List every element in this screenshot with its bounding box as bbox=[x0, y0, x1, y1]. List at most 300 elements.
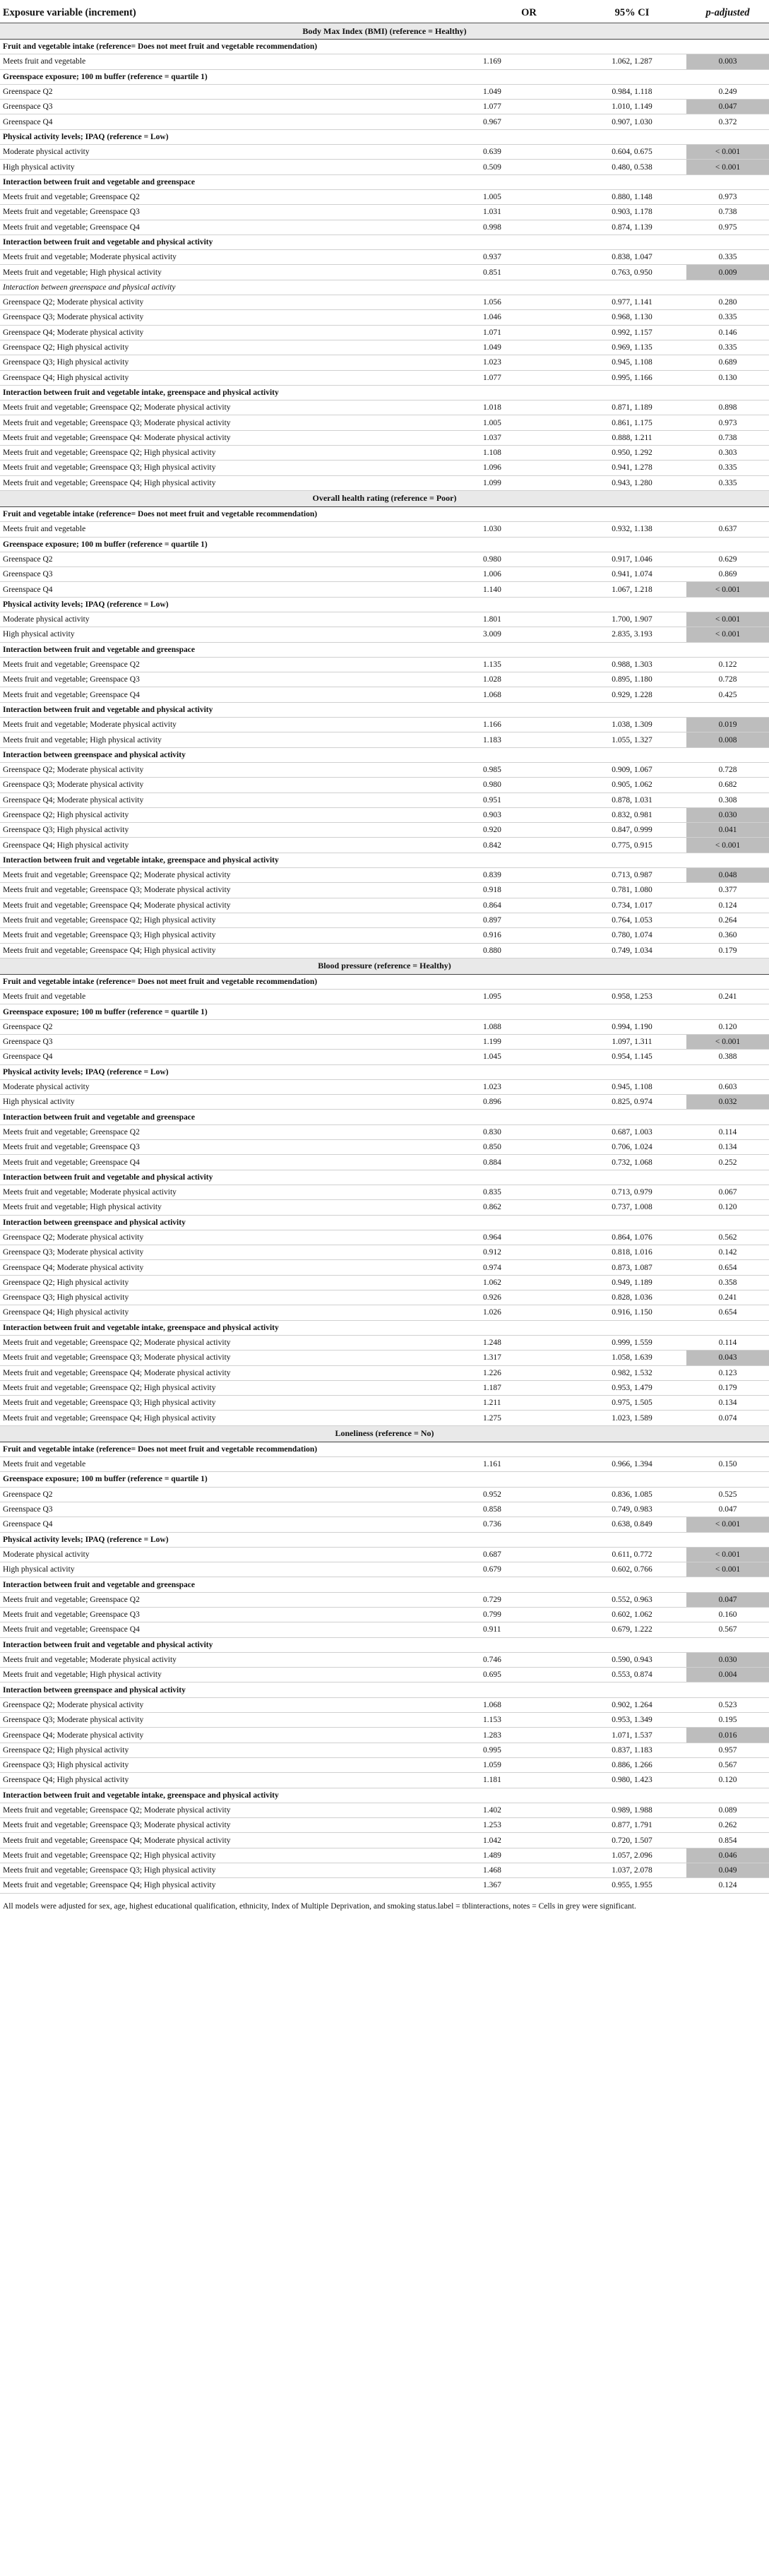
subheading-row bbox=[0, 537, 769, 552]
exposure-label: Meets fruit and vegetable; Greenspace Q2 bbox=[0, 1592, 480, 1607]
p-adjusted-cell: 0.122 bbox=[686, 657, 769, 672]
odds-ratio-cell: 3.009 bbox=[480, 627, 578, 642]
p-adjusted-cell: 0.046 bbox=[686, 1848, 769, 1863]
subheading-label: Physical activity levels; IPAQ (reference = Low) bbox=[0, 597, 769, 612]
odds-ratio-cell: 1.023 bbox=[480, 1079, 578, 1094]
exposure-label: Greenspace Q2; High physical activity bbox=[0, 807, 480, 822]
exposure-label: Greenspace Q2; High physical activity bbox=[0, 340, 480, 355]
odds-ratio-cell: 1.045 bbox=[480, 1050, 578, 1064]
table-row bbox=[0, 778, 769, 793]
exposure-label: Meets fruit and vegetable; Moderate physical activity bbox=[0, 1652, 480, 1667]
confidence-interval-cell: 0.734, 1.017 bbox=[578, 898, 686, 913]
p-adjusted-cell: 0.654 bbox=[686, 1305, 769, 1320]
exposure-label: Meets fruit and vegetable; Greenspace Q4; Moderate physical activity bbox=[0, 1365, 480, 1380]
table-row bbox=[0, 1803, 769, 1817]
section-title: Overall health rating (reference = Poor) bbox=[0, 490, 769, 506]
exposure-label: Meets fruit and vegetable; Greenspace Q4; High physical activity bbox=[0, 1878, 480, 1893]
table-row bbox=[0, 552, 769, 566]
exposure-label: Meets fruit and vegetable; Greenspace Q2 bbox=[0, 1124, 480, 1139]
subheading-row bbox=[0, 1170, 769, 1185]
odds-ratio-cell: 1.023 bbox=[480, 355, 578, 370]
exposure-label: Moderate physical activity bbox=[0, 145, 480, 160]
exposure-label: Meets fruit and vegetable bbox=[0, 990, 480, 1004]
confidence-interval-cell: 0.886, 1.266 bbox=[578, 1757, 686, 1772]
confidence-interval-cell: 0.943, 1.280 bbox=[578, 475, 686, 490]
p-adjusted-cell: 0.308 bbox=[686, 793, 769, 807]
exposure-label: Greenspace Q2 bbox=[0, 1487, 480, 1502]
table-row bbox=[0, 145, 769, 160]
subheading-label: Physical activity levels; IPAQ (reference = Low) bbox=[0, 129, 769, 144]
p-adjusted-cell: 0.654 bbox=[686, 1260, 769, 1275]
exposure-label: Meets fruit and vegetable; Moderate physical activity bbox=[0, 1185, 480, 1199]
table-row bbox=[0, 1728, 769, 1743]
subheading-label: Interaction between greenspace and physical activity bbox=[0, 747, 769, 762]
subheading-label: Greenspace exposure; 100 m buffer (reference = quartile 1) bbox=[0, 69, 769, 84]
confidence-interval-cell: 1.057, 2.096 bbox=[578, 1848, 686, 1863]
table-row bbox=[0, 687, 769, 702]
odds-ratio-cell: 1.026 bbox=[480, 1305, 578, 1320]
table-row bbox=[0, 340, 769, 355]
table-row bbox=[0, 1878, 769, 1893]
p-adjusted-cell: 0.179 bbox=[686, 1380, 769, 1395]
p-adjusted-cell: 0.009 bbox=[686, 265, 769, 280]
odds-ratio-cell: 1.096 bbox=[480, 461, 578, 475]
subheading-row bbox=[0, 1442, 769, 1456]
table-row bbox=[0, 1050, 769, 1064]
table-row bbox=[0, 1245, 769, 1260]
p-adjusted-cell: 0.957 bbox=[686, 1743, 769, 1757]
exposure-label: Greenspace Q3; High physical activity bbox=[0, 1757, 480, 1772]
table-row bbox=[0, 838, 769, 853]
table-row bbox=[0, 1200, 769, 1215]
confidence-interval-cell: 0.877, 1.791 bbox=[578, 1818, 686, 1833]
exposure-label: Meets fruit and vegetable; Greenspace Q4; Moderate physical activity bbox=[0, 898, 480, 913]
table-row bbox=[0, 114, 769, 129]
exposure-label: Meets fruit and vegetable; Greenspace Q3; Moderate physical activity bbox=[0, 1818, 480, 1833]
subheading-row bbox=[0, 1472, 769, 1487]
confidence-interval-cell: 0.954, 1.145 bbox=[578, 1050, 686, 1064]
odds-ratio-cell: 0.679 bbox=[480, 1562, 578, 1577]
confidence-interval-cell: 0.958, 1.253 bbox=[578, 990, 686, 1004]
odds-ratio-cell: 0.850 bbox=[480, 1140, 578, 1155]
exposure-label: Meets fruit and vegetable; Greenspace Q2; High physical activity bbox=[0, 1380, 480, 1395]
subheading-row bbox=[0, 235, 769, 249]
odds-ratio-cell: 1.042 bbox=[480, 1833, 578, 1848]
p-adjusted-cell: 0.123 bbox=[686, 1365, 769, 1380]
confidence-interval-cell: 0.999, 1.559 bbox=[578, 1335, 686, 1350]
confidence-interval-cell: 0.837, 1.183 bbox=[578, 1743, 686, 1757]
confidence-interval-cell: 0.945, 1.108 bbox=[578, 1079, 686, 1094]
p-adjusted-cell: 0.179 bbox=[686, 943, 769, 958]
odds-ratio-cell: 1.181 bbox=[480, 1773, 578, 1788]
subheading-label: Greenspace exposure; 100 m buffer (reference = quartile 1) bbox=[0, 1004, 769, 1019]
exposure-label: Meets fruit and vegetable; High physical activity bbox=[0, 265, 480, 280]
p-adjusted-cell: 0.252 bbox=[686, 1155, 769, 1170]
confidence-interval-cell: 0.988, 1.303 bbox=[578, 657, 686, 672]
subheading-row bbox=[0, 974, 769, 989]
odds-ratio-cell: 1.068 bbox=[480, 687, 578, 702]
confidence-interval-cell: 0.781, 1.080 bbox=[578, 883, 686, 898]
confidence-interval-cell: 1.058, 1.639 bbox=[578, 1351, 686, 1365]
odds-ratio-cell: 0.995 bbox=[480, 1743, 578, 1757]
table-row bbox=[0, 732, 769, 747]
p-adjusted-cell: 0.898 bbox=[686, 400, 769, 415]
confidence-interval-cell: 0.995, 1.166 bbox=[578, 370, 686, 385]
p-adjusted-cell: 0.048 bbox=[686, 868, 769, 883]
section-header-row bbox=[0, 23, 769, 40]
p-adjusted-cell: 0.008 bbox=[686, 732, 769, 747]
exposure-label: Greenspace Q4 bbox=[0, 582, 480, 597]
p-adjusted-cell: 0.241 bbox=[686, 990, 769, 1004]
exposure-label: Greenspace Q2; Moderate physical activity bbox=[0, 295, 480, 310]
table-row bbox=[0, 446, 769, 461]
section-title: Loneliness (reference = No) bbox=[0, 1425, 769, 1442]
p-adjusted-cell: 0.264 bbox=[686, 913, 769, 927]
confidence-interval-cell: 0.871, 1.189 bbox=[578, 400, 686, 415]
odds-ratio-cell: 1.071 bbox=[480, 325, 578, 340]
exposure-label: Greenspace Q2 bbox=[0, 84, 480, 99]
p-adjusted-cell: 0.241 bbox=[686, 1290, 769, 1305]
confidence-interval-cell: 0.552, 0.963 bbox=[578, 1592, 686, 1607]
odds-ratio-cell: 1.077 bbox=[480, 370, 578, 385]
odds-ratio-cell: 0.862 bbox=[480, 1200, 578, 1215]
odds-ratio-cell: 0.736 bbox=[480, 1517, 578, 1532]
table-row bbox=[0, 1124, 769, 1139]
odds-ratio-cell: 0.897 bbox=[480, 913, 578, 927]
p-adjusted-cell: 0.134 bbox=[686, 1396, 769, 1411]
exposure-label: Meets fruit and vegetable; Greenspace Q3; High physical activity bbox=[0, 928, 480, 943]
subheading-label: Interaction between fruit and vegetable and physical activity bbox=[0, 1170, 769, 1185]
odds-ratio-cell: 1.183 bbox=[480, 732, 578, 747]
p-adjusted-cell: 0.262 bbox=[686, 1818, 769, 1833]
p-adjusted-cell: 0.120 bbox=[686, 1019, 769, 1034]
p-adjusted-cell: 0.124 bbox=[686, 1878, 769, 1893]
odds-ratio-cell: 0.858 bbox=[480, 1502, 578, 1516]
exposure-label: Greenspace Q2 bbox=[0, 1019, 480, 1034]
exposure-label: Meets fruit and vegetable; Greenspace Q4 bbox=[0, 687, 480, 702]
odds-ratio-cell: 0.926 bbox=[480, 1290, 578, 1305]
section-header-row bbox=[0, 958, 769, 974]
confidence-interval-cell: 0.966, 1.394 bbox=[578, 1457, 686, 1472]
exposure-label: Meets fruit and vegetable; Greenspace Q4; Moderate physical activity bbox=[0, 1833, 480, 1848]
header-exposure-variable: Exposure variable (increment) bbox=[0, 3, 480, 23]
p-adjusted-cell: 0.869 bbox=[686, 567, 769, 582]
odds-ratio-cell: 1.037 bbox=[480, 430, 578, 445]
odds-ratio-cell: 1.317 bbox=[480, 1351, 578, 1365]
odds-ratio-cell: 0.952 bbox=[480, 1487, 578, 1502]
subheading-label: Fruit and vegetable intake (reference= Does not meet fruit and vegetable recommendation) bbox=[0, 1442, 769, 1456]
exposure-label: Meets fruit and vegetable; Greenspace Q3; Moderate physical activity bbox=[0, 415, 480, 430]
table-row bbox=[0, 430, 769, 445]
exposure-label: Greenspace Q4; High physical activity bbox=[0, 838, 480, 853]
exposure-label: Greenspace Q3; Moderate physical activity bbox=[0, 1245, 480, 1260]
p-adjusted-cell: 0.973 bbox=[686, 189, 769, 204]
exposure-label: Meets fruit and vegetable; Greenspace Q2 bbox=[0, 189, 480, 204]
confidence-interval-cell: 0.941, 1.278 bbox=[578, 461, 686, 475]
confidence-interval-cell: 0.763, 0.950 bbox=[578, 265, 686, 280]
table-row bbox=[0, 762, 769, 777]
confidence-interval-cell: 1.067, 1.218 bbox=[578, 582, 686, 597]
exposure-label: Meets fruit and vegetable; Greenspace Q2 bbox=[0, 657, 480, 672]
exposure-label: Meets fruit and vegetable; Greenspace Q3; Moderate physical activity bbox=[0, 883, 480, 898]
odds-ratio-cell: 1.030 bbox=[480, 522, 578, 537]
p-adjusted-cell: 0.146 bbox=[686, 325, 769, 340]
table-row bbox=[0, 522, 769, 537]
table-row bbox=[0, 1622, 769, 1637]
subheading-row bbox=[0, 1577, 769, 1592]
confidence-interval-cell: 0.775, 0.915 bbox=[578, 838, 686, 853]
exposure-label: Meets fruit and vegetable; Greenspace Q4; High physical activity bbox=[0, 475, 480, 490]
p-adjusted-cell: < 0.001 bbox=[686, 582, 769, 597]
table-row bbox=[0, 100, 769, 114]
confidence-interval-cell: 0.941, 1.074 bbox=[578, 567, 686, 582]
table-row bbox=[0, 567, 769, 582]
table-row bbox=[0, 928, 769, 943]
p-adjusted-cell: < 0.001 bbox=[686, 838, 769, 853]
subheading-label: Interaction between fruit and vegetable and greenspace bbox=[0, 642, 769, 657]
table-row bbox=[0, 1290, 769, 1305]
confidence-interval-cell: 2.835, 3.193 bbox=[578, 627, 686, 642]
exposure-label: High physical activity bbox=[0, 627, 480, 642]
odds-ratio-cell: 1.005 bbox=[480, 189, 578, 204]
p-adjusted-cell: 0.114 bbox=[686, 1124, 769, 1139]
subheading-row bbox=[0, 1532, 769, 1547]
confidence-interval-cell: 0.825, 0.974 bbox=[578, 1095, 686, 1110]
odds-ratio-cell: 0.729 bbox=[480, 1592, 578, 1607]
table-row bbox=[0, 1260, 769, 1275]
odds-ratio-cell: 0.880 bbox=[480, 943, 578, 958]
table-row bbox=[0, 627, 769, 642]
table-row bbox=[0, 1562, 769, 1577]
confidence-interval-cell: 0.955, 1.955 bbox=[578, 1878, 686, 1893]
p-adjusted-cell: 0.249 bbox=[686, 84, 769, 99]
p-adjusted-cell: 0.030 bbox=[686, 807, 769, 822]
table-row bbox=[0, 1833, 769, 1848]
odds-ratio-cell: 1.031 bbox=[480, 205, 578, 220]
p-adjusted-cell: 0.142 bbox=[686, 1245, 769, 1260]
exposure-label: Greenspace Q2 bbox=[0, 552, 480, 566]
odds-ratio-cell: 1.005 bbox=[480, 415, 578, 430]
table-row bbox=[0, 1773, 769, 1788]
table-row bbox=[0, 1713, 769, 1728]
odds-ratio-cell: 1.006 bbox=[480, 567, 578, 582]
p-adjusted-cell: 0.567 bbox=[686, 1622, 769, 1637]
section-header-row bbox=[0, 490, 769, 506]
confidence-interval-cell: 0.895, 1.180 bbox=[578, 672, 686, 687]
table-row bbox=[0, 1335, 769, 1350]
exposure-label: Greenspace Q3; High physical activity bbox=[0, 823, 480, 838]
confidence-interval-cell: 1.037, 2.078 bbox=[578, 1863, 686, 1878]
odds-ratio-cell: 0.851 bbox=[480, 265, 578, 280]
exposure-label: Meets fruit and vegetable; Greenspace Q4 bbox=[0, 220, 480, 235]
subheading-row bbox=[0, 1110, 769, 1124]
exposure-label: Greenspace Q4 bbox=[0, 114, 480, 129]
odds-ratio-cell: 0.911 bbox=[480, 1622, 578, 1637]
subheading-label: Interaction between fruit and vegetable intake, greenspace and physical activity bbox=[0, 853, 769, 867]
confidence-interval-cell: 0.764, 1.053 bbox=[578, 913, 686, 927]
odds-ratio-cell: 0.687 bbox=[480, 1547, 578, 1562]
p-adjusted-cell: 0.728 bbox=[686, 762, 769, 777]
exposure-label: Meets fruit and vegetable; Greenspace Q3 bbox=[0, 1607, 480, 1622]
table-row bbox=[0, 400, 769, 415]
odds-ratio-cell: 1.099 bbox=[480, 475, 578, 490]
confidence-interval-cell: 0.602, 1.062 bbox=[578, 1607, 686, 1622]
odds-ratio-cell: 1.049 bbox=[480, 340, 578, 355]
odds-ratio-cell: 0.799 bbox=[480, 1607, 578, 1622]
p-adjusted-cell: 0.004 bbox=[686, 1668, 769, 1682]
table-row bbox=[0, 1517, 769, 1532]
exposure-label: Meets fruit and vegetable; High physical activity bbox=[0, 1200, 480, 1215]
p-adjusted-cell: < 0.001 bbox=[686, 145, 769, 160]
p-adjusted-cell: 0.562 bbox=[686, 1230, 769, 1245]
p-adjusted-cell: 0.280 bbox=[686, 295, 769, 310]
confidence-interval-cell: 0.713, 0.987 bbox=[578, 868, 686, 883]
table-row bbox=[0, 672, 769, 687]
table-row bbox=[0, 1095, 769, 1110]
p-adjusted-cell: 0.032 bbox=[686, 1095, 769, 1110]
subheading-row bbox=[0, 642, 769, 657]
confidence-interval-cell: 0.916, 1.150 bbox=[578, 1305, 686, 1320]
confidence-interval-cell: 0.905, 1.062 bbox=[578, 778, 686, 793]
subheading-row bbox=[0, 129, 769, 144]
exposure-label: Meets fruit and vegetable; Moderate physical activity bbox=[0, 718, 480, 732]
exposure-label: Greenspace Q2; High physical activity bbox=[0, 1275, 480, 1290]
confidence-interval-cell: 0.780, 1.074 bbox=[578, 928, 686, 943]
exposure-label: Meets fruit and vegetable; Greenspace Q3; High physical activity bbox=[0, 461, 480, 475]
confidence-interval-cell: 1.023, 1.589 bbox=[578, 1411, 686, 1425]
p-adjusted-cell: 0.335 bbox=[686, 461, 769, 475]
exposure-label: Meets fruit and vegetable; Greenspace Q4; High physical activity bbox=[0, 943, 480, 958]
confidence-interval-cell: 0.480, 0.538 bbox=[578, 160, 686, 174]
p-adjusted-cell: 0.003 bbox=[686, 54, 769, 69]
odds-ratio-cell: 1.199 bbox=[480, 1035, 578, 1050]
table-row bbox=[0, 189, 769, 204]
table-row bbox=[0, 1668, 769, 1682]
exposure-label: Moderate physical activity bbox=[0, 612, 480, 627]
confidence-interval-cell: 0.992, 1.157 bbox=[578, 325, 686, 340]
exposure-label: Meets fruit and vegetable; Greenspace Q2; Moderate physical activity bbox=[0, 1335, 480, 1350]
table-row bbox=[0, 1351, 769, 1365]
table-row bbox=[0, 612, 769, 627]
subheading-label: Interaction between greenspace and physical activity bbox=[0, 1682, 769, 1697]
exposure-label: Greenspace Q3 bbox=[0, 567, 480, 582]
table-row bbox=[0, 823, 769, 838]
regression-results-table bbox=[0, 3, 769, 1894]
p-adjusted-cell: < 0.001 bbox=[686, 160, 769, 174]
subheading-row bbox=[0, 174, 769, 189]
exposure-label: Meets fruit and vegetable; High physical activity bbox=[0, 1668, 480, 1682]
table-row bbox=[0, 883, 769, 898]
p-adjusted-cell: 0.525 bbox=[686, 1487, 769, 1502]
exposure-label: Greenspace Q2; Moderate physical activity bbox=[0, 1230, 480, 1245]
exposure-label: Meets fruit and vegetable; Greenspace Q2; Moderate physical activity bbox=[0, 400, 480, 415]
p-adjusted-cell: 0.973 bbox=[686, 415, 769, 430]
odds-ratio-cell: 0.639 bbox=[480, 145, 578, 160]
subheading-label: Interaction between fruit and vegetable and greenspace bbox=[0, 174, 769, 189]
confidence-interval-cell: 0.969, 1.135 bbox=[578, 340, 686, 355]
confidence-interval-cell: 0.604, 0.675 bbox=[578, 145, 686, 160]
p-adjusted-cell: 0.738 bbox=[686, 205, 769, 220]
odds-ratio-cell: 0.998 bbox=[480, 220, 578, 235]
confidence-interval-cell: 0.638, 0.849 bbox=[578, 1517, 686, 1532]
subheading-label: Interaction between fruit and vegetable intake, greenspace and physical activity bbox=[0, 385, 769, 400]
table-row bbox=[0, 1818, 769, 1833]
confidence-interval-cell: 0.888, 1.211 bbox=[578, 430, 686, 445]
odds-ratio-cell: 0.509 bbox=[480, 160, 578, 174]
odds-ratio-cell: 1.028 bbox=[480, 672, 578, 687]
p-adjusted-cell: < 0.001 bbox=[686, 1547, 769, 1562]
table-header bbox=[0, 3, 769, 23]
confidence-interval-cell: 0.720, 1.507 bbox=[578, 1833, 686, 1848]
table-row bbox=[0, 1743, 769, 1757]
odds-ratio-cell: 1.283 bbox=[480, 1728, 578, 1743]
odds-ratio-cell: 0.974 bbox=[480, 1260, 578, 1275]
table-row bbox=[0, 1757, 769, 1772]
table-row bbox=[0, 1411, 769, 1425]
table-row bbox=[0, 1140, 769, 1155]
odds-ratio-cell: 0.896 bbox=[480, 1095, 578, 1110]
subheading-row bbox=[0, 1004, 769, 1019]
p-adjusted-cell: 0.523 bbox=[686, 1697, 769, 1712]
exposure-label: Greenspace Q3 bbox=[0, 1502, 480, 1516]
odds-ratio-cell: 1.068 bbox=[480, 1697, 578, 1712]
table-row bbox=[0, 913, 769, 927]
odds-ratio-cell: 0.839 bbox=[480, 868, 578, 883]
odds-ratio-cell: 1.018 bbox=[480, 400, 578, 415]
p-adjusted-cell: 0.030 bbox=[686, 1652, 769, 1667]
subheading-row bbox=[0, 1637, 769, 1652]
p-adjusted-cell: 0.738 bbox=[686, 430, 769, 445]
table-row bbox=[0, 1275, 769, 1290]
subheading-label: Fruit and vegetable intake (reference= Does not meet fruit and vegetable recommendation) bbox=[0, 974, 769, 989]
p-adjusted-cell: 0.049 bbox=[686, 1863, 769, 1878]
confidence-interval-cell: 1.010, 1.149 bbox=[578, 100, 686, 114]
confidence-interval-cell: 0.602, 0.766 bbox=[578, 1562, 686, 1577]
table-row bbox=[0, 898, 769, 913]
p-adjusted-cell: 0.114 bbox=[686, 1335, 769, 1350]
p-adjusted-cell: 0.388 bbox=[686, 1050, 769, 1064]
table-row bbox=[0, 1848, 769, 1863]
confidence-interval-cell: 0.929, 1.228 bbox=[578, 687, 686, 702]
odds-ratio-cell: 0.985 bbox=[480, 762, 578, 777]
table-row bbox=[0, 1305, 769, 1320]
exposure-label: Meets fruit and vegetable; Greenspace Q2; High physical activity bbox=[0, 913, 480, 927]
odds-ratio-cell: 1.135 bbox=[480, 657, 578, 672]
confidence-interval-cell: 0.989, 1.988 bbox=[578, 1803, 686, 1817]
exposure-label: Meets fruit and vegetable; Greenspace Q3; Moderate physical activity bbox=[0, 1351, 480, 1365]
odds-ratio-cell: 1.489 bbox=[480, 1848, 578, 1863]
p-adjusted-cell: < 0.001 bbox=[686, 612, 769, 627]
odds-ratio-cell: 0.951 bbox=[480, 793, 578, 807]
confidence-interval-cell: 0.953, 1.349 bbox=[578, 1713, 686, 1728]
p-adjusted-cell: 0.689 bbox=[686, 355, 769, 370]
section-header-row bbox=[0, 1425, 769, 1442]
odds-ratio-cell: 1.468 bbox=[480, 1863, 578, 1878]
table-row bbox=[0, 1502, 769, 1516]
confidence-interval-cell: 0.994, 1.190 bbox=[578, 1019, 686, 1034]
confidence-interval-cell: 0.980, 1.423 bbox=[578, 1773, 686, 1788]
table-row bbox=[0, 370, 769, 385]
p-adjusted-cell: 0.567 bbox=[686, 1757, 769, 1772]
subheading-row bbox=[0, 40, 769, 54]
odds-ratio-cell: 0.937 bbox=[480, 250, 578, 265]
subheading-row bbox=[0, 385, 769, 400]
confidence-interval-cell: 1.700, 1.907 bbox=[578, 612, 686, 627]
p-adjusted-cell: 0.019 bbox=[686, 718, 769, 732]
subheading-label: Interaction between greenspace and physical activity bbox=[0, 1215, 769, 1230]
exposure-label: High physical activity bbox=[0, 1562, 480, 1577]
table-row bbox=[0, 265, 769, 280]
